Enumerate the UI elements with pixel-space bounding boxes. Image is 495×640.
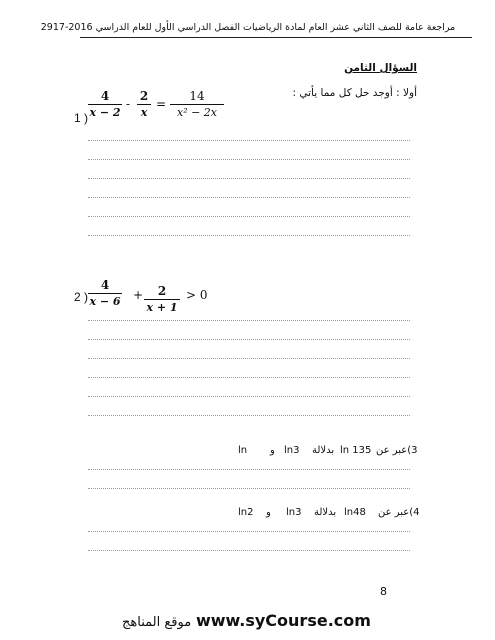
problem-2-fraction-2: 2 x + 1 xyxy=(144,284,180,315)
answer-line xyxy=(88,550,410,551)
problem-4 xyxy=(236,507,426,523)
answer-line xyxy=(88,159,410,160)
problem-2-fraction-1: 4 x − 6 xyxy=(89,278,121,308)
problem-3-b: ln xyxy=(238,445,248,456)
footer xyxy=(122,611,371,630)
problem-2-label: 2 ) xyxy=(74,290,89,304)
problem-1-fraction-2: 2 x xyxy=(137,89,151,120)
footer-arabic: موقع المناهج xyxy=(122,615,192,630)
header-rule xyxy=(80,37,472,38)
answer-line xyxy=(88,358,410,359)
answer-line xyxy=(88,396,410,397)
problem-1-label: 1 ) xyxy=(74,111,89,125)
problem-4-mid: بدلالة xyxy=(314,507,337,518)
answer-line xyxy=(88,235,410,236)
problem-1-fraction-3: 14 x² − 2x xyxy=(170,89,224,120)
answer-line xyxy=(88,216,410,217)
answer-line xyxy=(88,377,410,378)
answer-line xyxy=(88,178,410,179)
answer-line xyxy=(88,320,410,321)
answer-line xyxy=(88,469,410,470)
problem-4-target: ln48 xyxy=(344,507,366,518)
answer-line xyxy=(88,488,410,489)
question-title: السؤال الثامن xyxy=(344,62,417,74)
problem-3-and: و xyxy=(270,445,275,456)
problem-4-prefix: 4)عبر عن xyxy=(378,507,420,518)
problem-4-b: ln2 xyxy=(238,507,254,518)
problem-1: 1 ) 4 x − 2 - 2 x = 14 x² − 2x xyxy=(60,85,230,125)
problem-3-mid: بدلالة xyxy=(312,445,335,456)
footer-site: www.syCourse.com xyxy=(195,611,371,630)
problem-3-prefix: 3)عبر عن xyxy=(376,445,418,456)
problem-2: 2 ) 4 x − 6 + 2 x + 1 > 0 xyxy=(74,278,208,314)
problem-3 xyxy=(236,445,426,461)
answer-line xyxy=(88,415,410,416)
answer-line xyxy=(88,197,410,198)
problem-4-a: ln3 xyxy=(286,507,302,518)
page-number: 8 xyxy=(380,585,387,598)
problem-3-target: ln 135 xyxy=(340,445,372,456)
problem-4-and: و xyxy=(266,507,271,518)
answer-line xyxy=(88,140,410,141)
instruction: أولا : أوجد حل كل مما يأتي : xyxy=(292,87,417,99)
answer-line xyxy=(88,339,410,340)
problem-1-fraction-1: 4 x − 2 xyxy=(89,89,121,119)
answer-line xyxy=(88,531,410,532)
problem-3-a: ln3 xyxy=(284,445,300,456)
page-header: مراجعة عامة للصف الثاني عشر العام لمادة الرياضيات الفصل الدراسي الأول للعام الدراسي 2016-2917 xyxy=(40,22,456,33)
